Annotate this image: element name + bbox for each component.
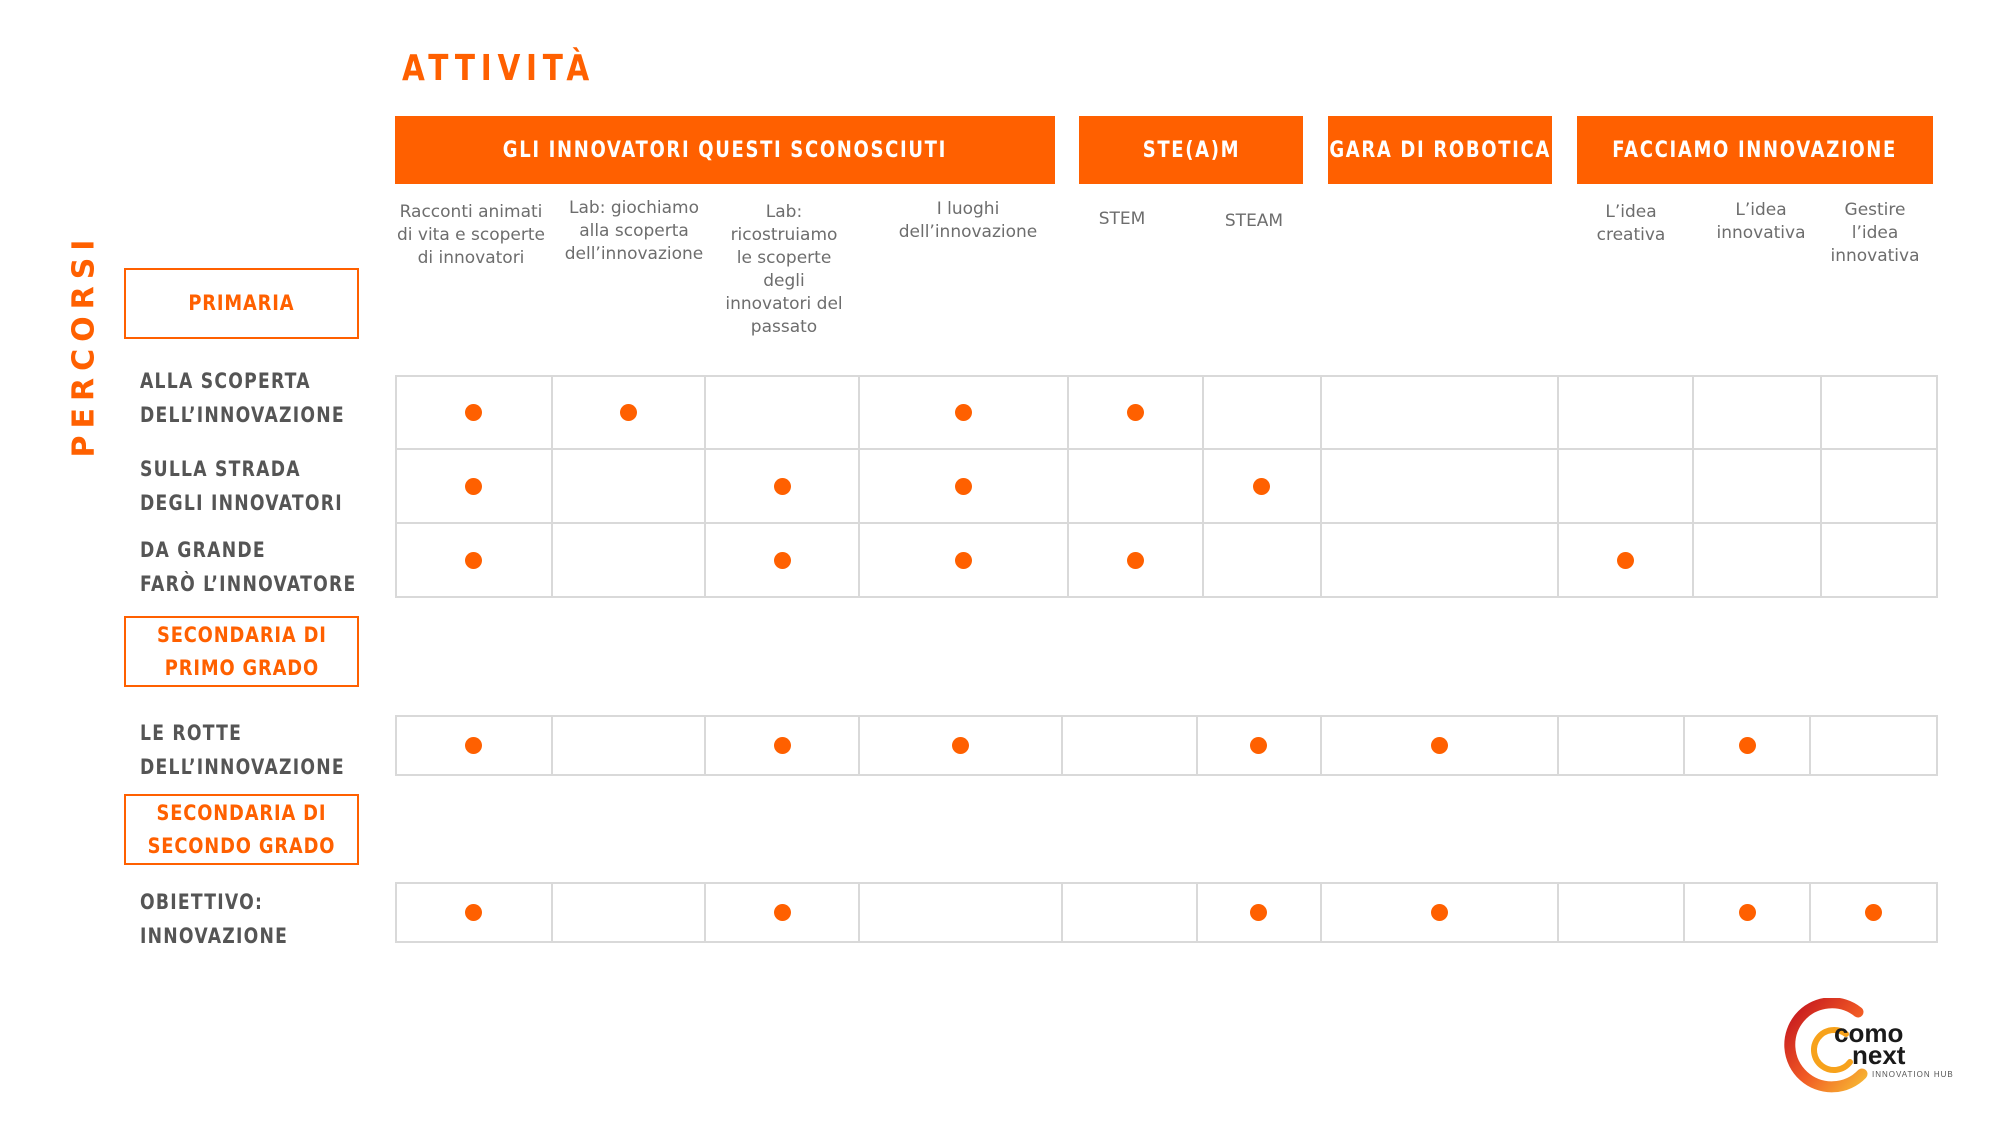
logo-text-como: como (1834, 1018, 1904, 1048)
activity-marker-dot (465, 404, 482, 421)
grid-row-da-grande (395, 522, 1938, 598)
grid-cell (1202, 524, 1320, 596)
grid-cell (1692, 450, 1820, 522)
level-label: SECONDARIA DI PRIMO GRADO (156, 622, 327, 680)
group-header-innovatori (395, 116, 1055, 184)
grid-cell (1061, 717, 1196, 774)
grid-cell (1320, 524, 1558, 596)
activity-marker-dot (1739, 904, 1756, 921)
grid-cell (1692, 524, 1820, 596)
grid-cell (858, 717, 1061, 774)
activity-marker-dot (1617, 552, 1634, 569)
activity-marker-dot (1250, 904, 1267, 921)
activity-label-lab-ricostruiamo: Lab: ricostruiamo le scoperte degli innovatori del passato (725, 202, 843, 337)
grid-cell (1557, 450, 1692, 522)
grid-cell (1820, 377, 1936, 448)
activity-label-idea-creativa: L’idea creativa (1596, 202, 1666, 245)
grid-cell (1809, 717, 1936, 774)
activity-label-lab-giochiamo: Lab: giochiamo alla scoperta dell’innovazione (564, 198, 704, 264)
grid-cell (397, 884, 551, 941)
activity-marker-dot (1250, 737, 1267, 754)
path-label-da-grande: DA GRANDE FARÒ L’INNOVATORE (140, 538, 357, 596)
grid-cell (704, 884, 858, 941)
group-header-label: FACCIAMO INNOVAZIONE (1612, 137, 1898, 163)
grid-cell (551, 377, 705, 448)
group-header-steam (1079, 116, 1303, 184)
grid-cell (858, 884, 1061, 941)
grid-cell (1067, 450, 1202, 522)
activity-marker-dot (1127, 552, 1144, 569)
level-label: SECONDARIA DI SECONDO GRADO (147, 800, 336, 858)
activity-marker-dot (774, 737, 791, 754)
grid-cell (551, 717, 705, 774)
activity-marker-dot (465, 478, 482, 495)
activity-marker-dot (774, 478, 791, 495)
page-title: ATTIVITÀ (402, 48, 595, 89)
path-label-le-rotte: LE ROTTE DELL’INNOVAZIONE (140, 721, 345, 779)
grid-row-obiettivo (395, 882, 1938, 943)
grid-cell (1067, 524, 1202, 596)
grid-cell (1061, 884, 1196, 941)
grid-cell (858, 377, 1067, 448)
level-secondaria-primo-grado (124, 616, 359, 687)
grid-cell (1820, 524, 1936, 596)
grid-cell (858, 524, 1067, 596)
grid-cell (704, 377, 858, 448)
grid-cell (1557, 717, 1683, 774)
grid-row-le-rotte (395, 715, 1938, 776)
grid-cell (1196, 884, 1320, 941)
level-secondaria-secondo-grado (124, 794, 359, 865)
level-primaria (124, 268, 359, 339)
path-label-sulla-strada: SULLA STRADA DEGLI INNOVATORI (140, 457, 343, 515)
grid-cell (1820, 450, 1936, 522)
activity-marker-dot (1431, 904, 1448, 921)
grid-cell (1557, 884, 1683, 941)
activity-marker-dot (465, 737, 482, 754)
activity-marker-dot (1431, 737, 1448, 754)
activity-label-luoghi: I luoghi dell’innovazione (898, 199, 1038, 242)
grid-cell (1683, 884, 1809, 941)
activity-label-idea-innovativa: L’idea innovativa (1716, 200, 1806, 243)
activity-label-stem: STEM (1098, 209, 1146, 229)
grid-cell (1320, 717, 1558, 774)
group-header-label: GARA DI ROBOTICA (1329, 137, 1551, 163)
grid-cell (1067, 377, 1202, 448)
grid-cell (551, 524, 705, 596)
grid-cell (397, 524, 551, 596)
activity-marker-dot (955, 552, 972, 569)
activity-marker-dot (1253, 478, 1270, 495)
grid-cell (397, 450, 551, 522)
path-label-obiettivo: OBIETTIVO: INNOVAZIONE (140, 890, 289, 948)
grid-cell (1557, 524, 1692, 596)
group-header-innovazione (1577, 116, 1933, 184)
activity-marker-dot (1865, 904, 1882, 921)
grid-cell (704, 524, 858, 596)
grid-row-alla-scoperta (395, 375, 1938, 450)
grid-cell (704, 717, 858, 774)
activity-marker-dot (1127, 404, 1144, 421)
grid-cell (1202, 377, 1320, 448)
grid-cell (551, 884, 705, 941)
grid-cell (704, 450, 858, 522)
level-label: PRIMARIA (188, 291, 295, 315)
grid-cell (551, 450, 705, 522)
grid-cell (397, 377, 551, 448)
group-header-label: GLI INNOVATORI QUESTI SCONOSCIUTI (502, 137, 948, 163)
activity-marker-dot (955, 478, 972, 495)
grid-row-sulla-strada (395, 448, 1938, 524)
grid-cell (1809, 884, 1936, 941)
activity-label-racconti: Racconti animati di vita e scoperte di innovatori (396, 202, 546, 268)
grid-cell (1320, 377, 1558, 448)
grid-cell (1557, 377, 1692, 448)
group-header-robotica (1328, 116, 1552, 184)
grid-cell (1196, 717, 1320, 774)
activity-marker-dot (620, 404, 637, 421)
logo-tagline: INNOVATION HUB (1872, 1070, 1954, 1079)
logo-text-next: next (1852, 1040, 1906, 1070)
activity-marker-dot (952, 737, 969, 754)
grid-cell (397, 717, 551, 774)
grid-cell (1320, 450, 1558, 522)
activity-label-gestire-idea: Gestire l’idea innovativa (1830, 200, 1920, 266)
grid-cell (1320, 884, 1558, 941)
grid-cell (1202, 450, 1320, 522)
activity-label-steam: STEAM (1224, 211, 1284, 231)
activity-marker-dot (465, 552, 482, 569)
activity-marker-dot (955, 404, 972, 421)
activity-marker-dot (774, 552, 791, 569)
activity-marker-dot (465, 904, 482, 921)
grid-cell (1683, 717, 1809, 774)
grid-cell (858, 450, 1067, 522)
activity-marker-dot (774, 904, 791, 921)
activity-marker-dot (1739, 737, 1756, 754)
comonext-logo (1780, 998, 1980, 1096)
path-label-alla-scoperta: ALLA SCOPERTA DELL’INNOVAZIONE (140, 369, 345, 427)
percorsi-side-label: PERCORSI (66, 232, 102, 458)
group-header-label: STE(A)M (1142, 137, 1240, 163)
grid-cell (1692, 377, 1820, 448)
